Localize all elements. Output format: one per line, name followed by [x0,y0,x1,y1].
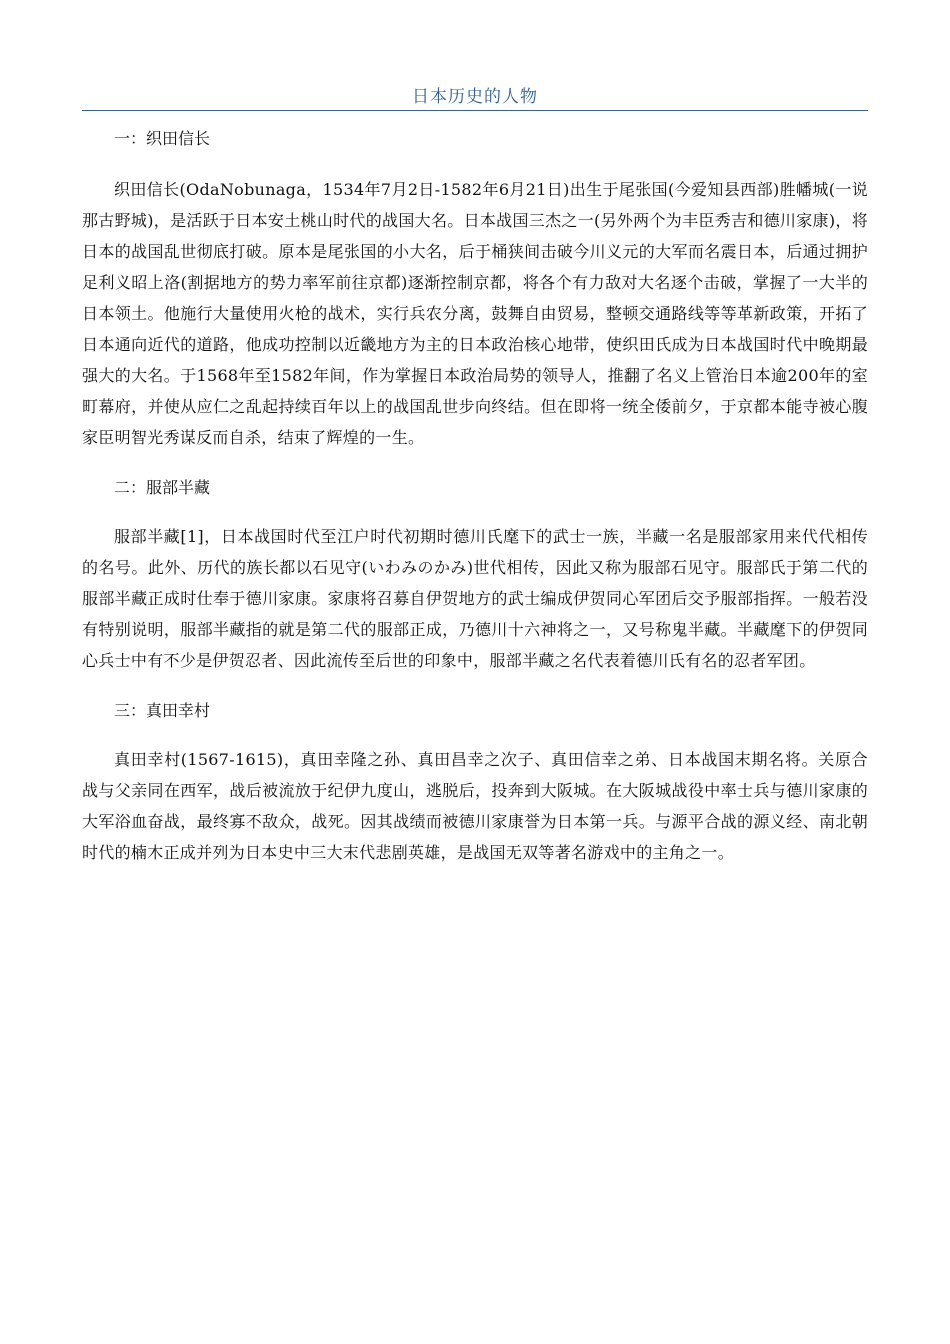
section-heading-hattori-hanzo: 二：服部半藏 [114,478,211,497]
document-body [82,124,868,868]
document-header [82,80,868,111]
section-heading-sanada-yukimura: 三：真田幸村 [114,701,211,720]
section-paragraph-sanada-yukimura: 真田幸村(1567-1615)，真田幸隆之孙、真田昌幸之次子、真田信幸之弟、日本战国末期名将。关原合战与父亲同在西军，战后被流放于纪伊九度山，逃脱后，投奔到大阪城。在大阪城战役中率士兵与德川家康的大军浴血奋战，最终寡不敌众，战死。因其战绩而被德川家康誉为日本第一兵。与源平合战的源义经、南北朝时代的楠木正成并列为日本史中三大末代悲剧英雄，是战国无双等著名游戏中的主角之一。 [82,750,868,862]
section-heading-oda-nobunaga: 一：织田信长 [114,129,211,148]
section-paragraph-oda-nobunaga: 织田信长(OdaNobunaga，1534年7月2日-1582年6月21日)出生于尾张国(今爱知县西部)胜幡城(一说那古野城)，是活跃于日本安土桃山时代的战国大名。日本战国三杰之一(另外两个为丰臣秀吉和德川家康)，将日本的战国乱世彻底打破。原本是尾张国的小大名，后于桶狭间击破今川义元的大军而名震日本，后通过拥护足利义昭上洛(割据地方的势力率军前往京都)逐渐控制京都，将各个有力敌对大名逐个击破，掌握了一大半的日本领土。他施行大量使用火枪的战术，实行兵农分离，鼓舞自由贸易，整顿交通路线等等革新政策，开拓了日本通向近代的道路，他成功控制以近畿地方为主的日本政治核心地带，使织田氏成为日本战国时代中晚期最强大的大名。于1568年至1582年间，作为掌握日本政治局势的领导人，推翻了名义上管治日本逾200年的室町幕府，并使从应仁之乱起持续百年以上的战国乱世步向终结。但在即将一统全倭前夕，于京都本能寺被心腹家臣明智光秀谋反而自杀，结束了辉煌的一生。 [82,180,868,447]
document-title: 日本历史的人物 [412,87,538,107]
section-paragraph-hattori-hanzo: 服部半藏[1]，日本战国时代至江户时代初期时德川氏麾下的武士一族，半藏一名是服部家用来代代相传的名号。此外、历代的族长都以石见守(いわみのかみ)世代相传，因此又称为服部石见守。服部氏于第二代的服部半藏正成时仕奉于德川家康。家康将召募自伊贺地方的武士编成伊贺同心军团后交予服部指挥。一般若没有特别说明，服部半藏指的就是第二代的服部正成，乃德川十六神将之一，又号称鬼半藏。半藏麾下的伊贺同心兵士中有不少是伊贺忍者、因此流传至后世的印象中，服部半藏之名代表着德川氏有名的忍者军团。 [82,527,868,670]
